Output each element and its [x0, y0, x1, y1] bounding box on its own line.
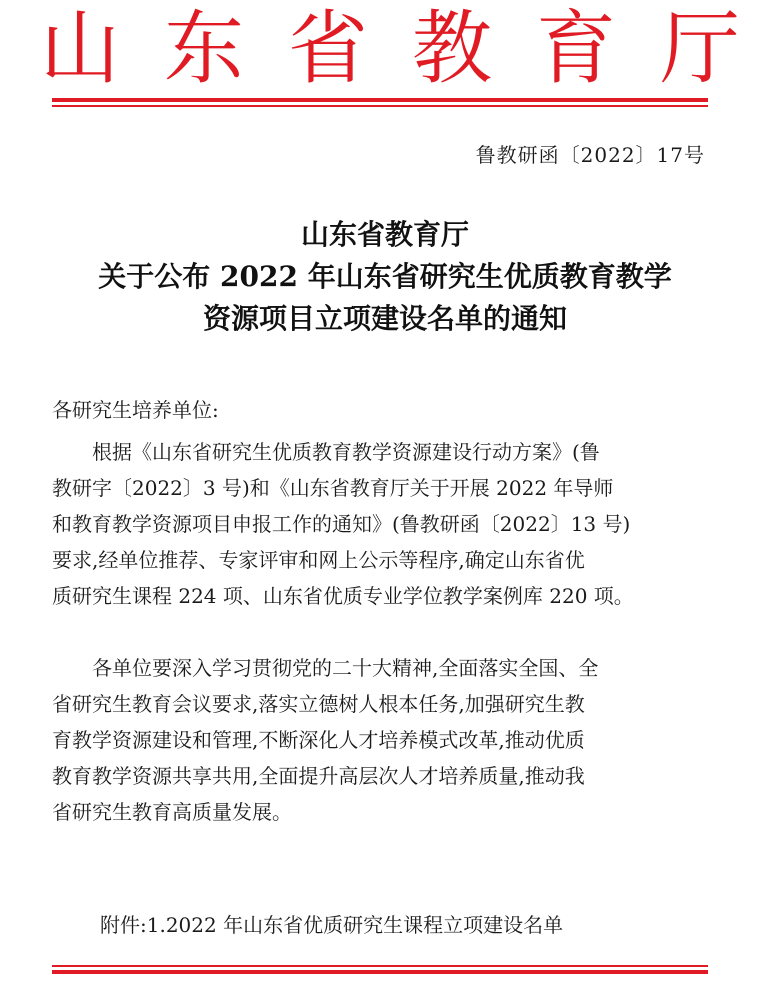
- paragraph-line: 省研究生教育高质量发展。: [52, 800, 292, 824]
- paragraph-line: 各单位要深入学习贯彻党的二十大精神,全面落实全国、全: [92, 656, 599, 680]
- masthead-char: 东: [164, 2, 244, 95]
- paragraph-line: 育教学资源建设和管理,不断深化人才培养模式改革,推动优质: [52, 728, 585, 752]
- paragraph-line: 和教育教学资源项目申报工作的通知》(鲁教研函〔2022〕13 号): [52, 512, 631, 536]
- paragraph-2: [52, 650, 708, 830]
- title-line-1: 山东省教育厅: [300, 218, 469, 251]
- title-line-3: 资源项目立项建设名单的通知: [202, 302, 567, 335]
- red-rule-top-thin: [52, 105, 708, 107]
- masthead-char: 育: [536, 2, 616, 95]
- red-rule-bottom-thin: [52, 965, 708, 967]
- masthead-char: 厅: [660, 2, 740, 95]
- paragraph-line: 教研字〔2022〕3 号)和《山东省教育厅关于开展 2022 年导师: [52, 476, 614, 500]
- paragraph-line: 根据《山东省研究生优质教育教学资源建设行动方案》(鲁: [92, 440, 600, 464]
- masthead: [40, 2, 740, 95]
- red-rule-top-thick: [52, 98, 708, 102]
- masthead-char: 省: [288, 2, 368, 95]
- attachment-line: 附件:1.2022 年山东省优质研究生课程立项建设名单: [100, 913, 564, 937]
- masthead-char: 教: [412, 2, 492, 95]
- paragraph-line: 教育教学资源共享共用,全面提升高层次人才培养质量,推动我: [52, 764, 585, 788]
- salutation: 各研究生培养单位:: [52, 398, 219, 422]
- paragraph-line: 省研究生教育会议要求,落实立德树人根本任务,加强研究生教: [52, 692, 585, 716]
- paragraph-line: 要求,经单位推荐、专家评审和网上公示等程序,确定山东省优: [52, 548, 585, 572]
- paragraph-1: [52, 434, 708, 614]
- document-number: 鲁教研函〔2022〕17号: [475, 143, 705, 167]
- paragraph-line: 质研究生课程 224 项、山东省优质专业学位教学案例库 220 项。: [52, 584, 634, 608]
- title-line-2: 关于公布 2022 年山东省研究生优质教育教学: [98, 260, 672, 293]
- red-rule-bottom-thick: [52, 970, 708, 974]
- masthead-char: 山: [40, 2, 120, 95]
